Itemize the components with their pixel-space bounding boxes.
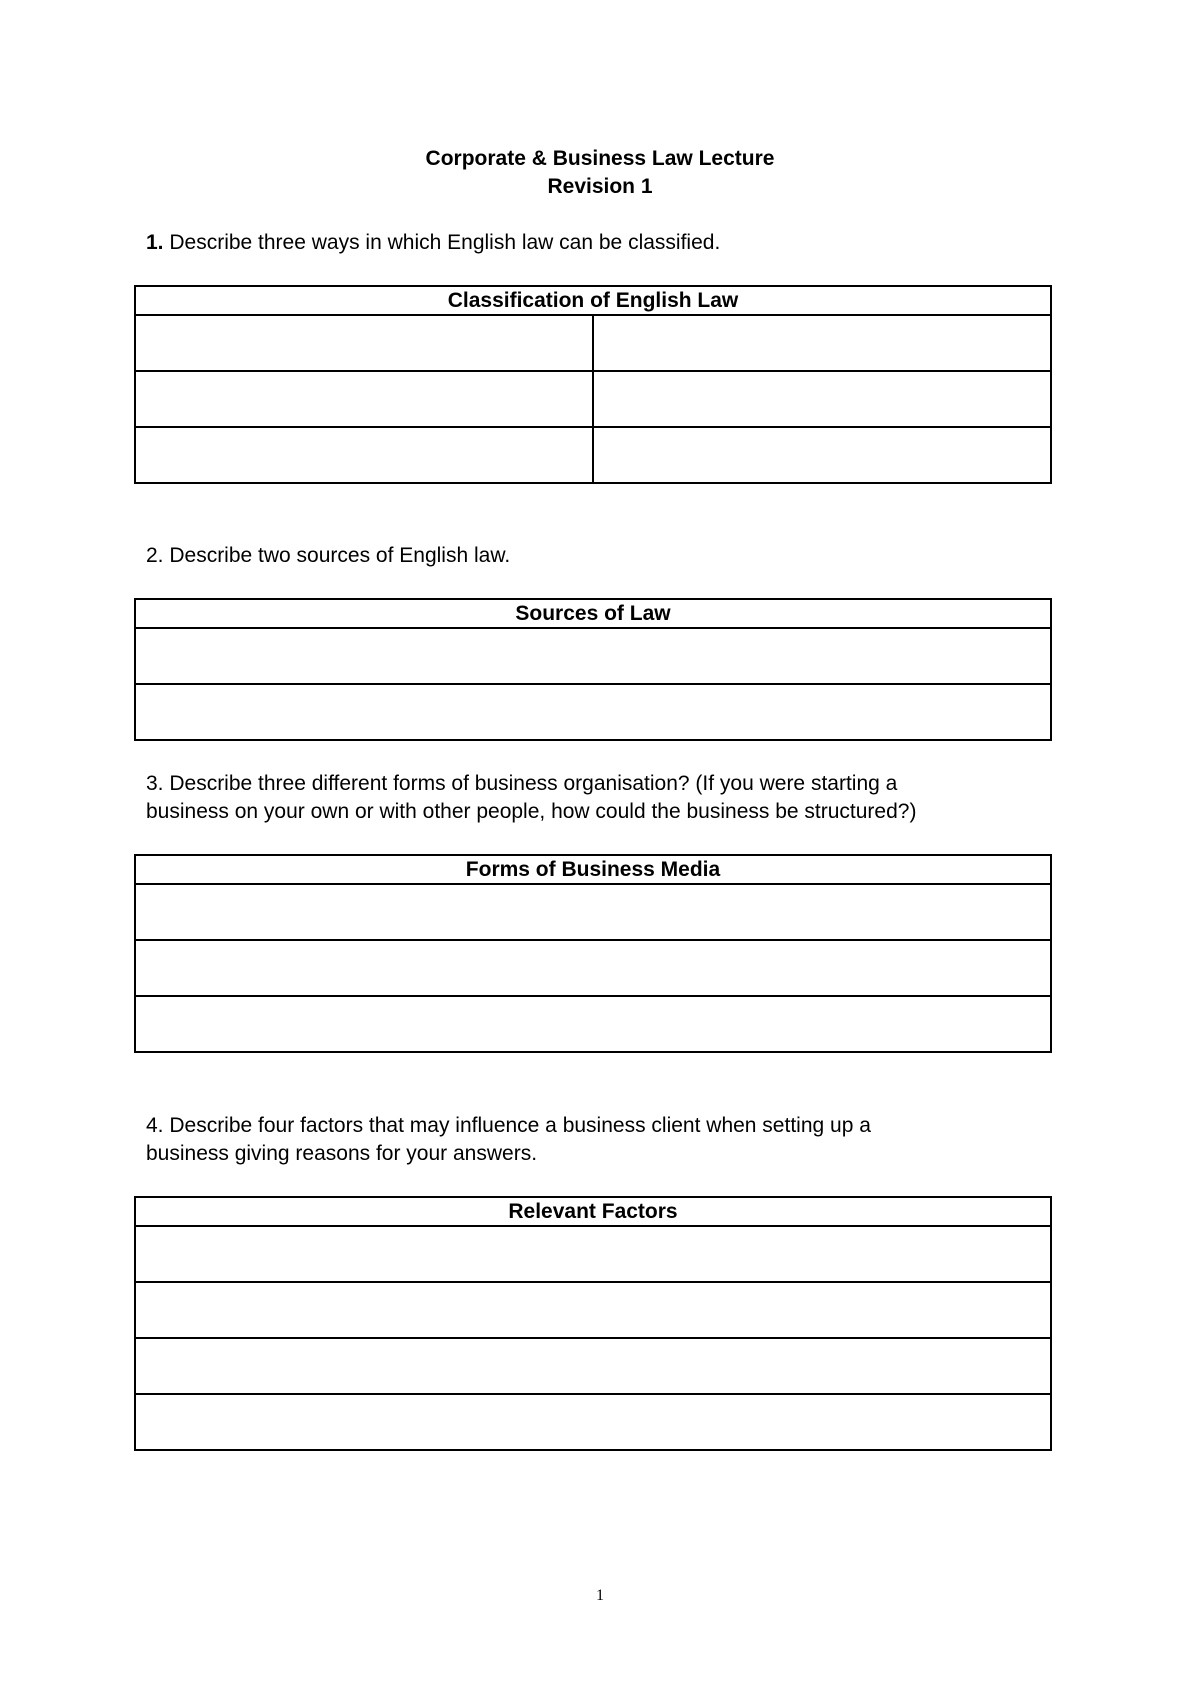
- table-row: [135, 628, 1051, 684]
- question-4-line-2: business giving reasons for your answers.: [146, 1142, 538, 1165]
- table-row: [135, 315, 1051, 371]
- table-row: [135, 884, 1051, 940]
- question-3-line-2: business on your own or with other people, how could the business be structured?): [146, 800, 917, 823]
- classification-table-heading: Classification of English Law: [135, 286, 1051, 315]
- classification-table: [134, 285, 1052, 484]
- answer-cell[interactable]: [135, 940, 1051, 996]
- question-1: [146, 229, 1046, 257]
- business-forms-table-heading: Forms of Business Media: [135, 855, 1051, 884]
- sources-table: [134, 598, 1052, 741]
- document-title: Corporate & Business Law Lecture: [425, 147, 775, 170]
- question-2: 2. Describe two sources of English law.: [146, 544, 511, 567]
- answer-cell[interactable]: [135, 1282, 1051, 1338]
- answer-cell[interactable]: [593, 427, 1051, 483]
- table-row: [135, 371, 1051, 427]
- answer-cell[interactable]: [135, 1394, 1051, 1450]
- table-row: [135, 684, 1051, 740]
- sources-table-heading: Sources of Law: [135, 599, 1051, 628]
- answer-cell[interactable]: [135, 628, 1051, 684]
- table-row: [135, 1338, 1051, 1394]
- question-4-line-1: 4. Describe four factors that may influence a business client when setting up a: [146, 1114, 871, 1137]
- table-row: [135, 1394, 1051, 1450]
- answer-cell[interactable]: [135, 884, 1051, 940]
- answer-cell[interactable]: [593, 315, 1051, 371]
- question-1-text: Describe three ways in which English law can be classified.: [163, 231, 721, 254]
- relevant-factors-table-heading: Relevant Factors: [135, 1197, 1051, 1226]
- table-row: [135, 1282, 1051, 1338]
- question-3-line-1: 3. Describe three different forms of business organisation? (If you were starting a: [146, 772, 898, 795]
- page-number: 1: [596, 1587, 604, 1604]
- table-row: [135, 427, 1051, 483]
- question-3: [146, 770, 1046, 826]
- answer-cell[interactable]: [135, 684, 1051, 740]
- document-subtitle: Revision 1: [547, 175, 653, 198]
- table-row: [135, 996, 1051, 1052]
- relevant-factors-table: [134, 1196, 1052, 1451]
- business-forms-table: [134, 854, 1052, 1053]
- question-1-number: 1.: [146, 231, 164, 254]
- answer-cell[interactable]: [135, 427, 593, 483]
- table-row: [135, 1226, 1051, 1282]
- table-row: [135, 940, 1051, 996]
- answer-cell[interactable]: [135, 1226, 1051, 1282]
- question-4: [146, 1112, 1046, 1168]
- answer-cell[interactable]: [135, 996, 1051, 1052]
- answer-cell[interactable]: [593, 371, 1051, 427]
- answer-cell[interactable]: [135, 1338, 1051, 1394]
- answer-cell[interactable]: [135, 371, 593, 427]
- answer-cell[interactable]: [135, 315, 593, 371]
